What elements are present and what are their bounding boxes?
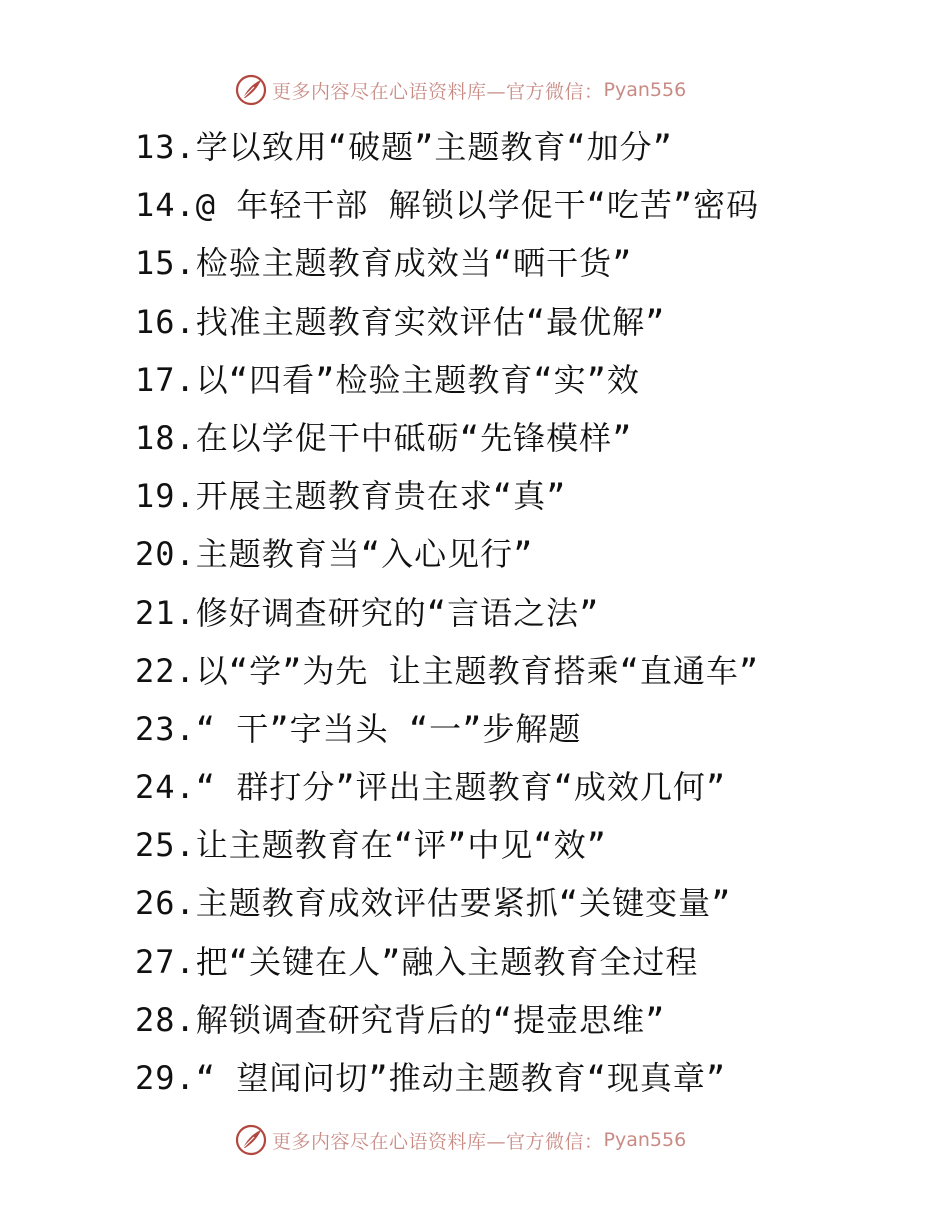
list-item: 29.“ 望闻问切”推动主题教育“现真章” xyxy=(135,1059,727,1097)
list-item: 27.把“关键在人”融入主题教育全过程 xyxy=(135,942,699,981)
list-item: 23.“ 干”字当头 “一”步解题 xyxy=(135,709,582,748)
header-banner-handle: Pyan556 xyxy=(603,79,687,101)
footer-banner-text: 更多内容尽在心语资料库—官方微信： xyxy=(272,1130,604,1153)
title-list xyxy=(135,118,759,1107)
list-item: 21.修好调查研究的“言语之法” xyxy=(135,593,600,632)
list-item: 22.以“学”为先 让主题教育搭乘“直通车” xyxy=(135,651,760,690)
footer-banner xyxy=(234,1122,686,1158)
footer-banner-handle: Pyan556 xyxy=(603,1129,687,1151)
list-item: 28.解锁调查研究背后的“提壶思维” xyxy=(135,1000,666,1039)
header-banner xyxy=(234,72,686,108)
list-item: 18.在以学促干中砥砺“先锋模样” xyxy=(135,418,633,457)
list-item: 16.找准主题教育实效评估“最优解” xyxy=(135,302,666,341)
list-item: 25.让主题教育在“评”中见“效” xyxy=(135,826,607,865)
list-item: 26.主题教育成效评估要紧抓“关键变量” xyxy=(135,884,732,923)
list-item: 13.学以致用“破题”主题教育“加分” xyxy=(135,128,673,166)
list-item: 24.“ 群打分”评出主题教育“成效几何” xyxy=(135,768,727,807)
list-item: 14.@ 年轻干部 解锁以学促干“吃苦”密码 xyxy=(135,186,760,225)
quill-pen-logo-icon xyxy=(234,1123,268,1157)
list-item: 19.开展主题教育贵在求“真” xyxy=(135,477,567,516)
quill-pen-logo-icon xyxy=(234,73,268,107)
header-banner-text: 更多内容尽在心语资料库—官方微信： xyxy=(272,80,604,103)
list-item: 15.检验主题教育成效当“晒干货” xyxy=(135,244,633,283)
list-item: 17.以“四看”检验主题教育“实”效 xyxy=(135,360,640,399)
list-item: 20.主题教育当“入心见行” xyxy=(135,535,534,574)
